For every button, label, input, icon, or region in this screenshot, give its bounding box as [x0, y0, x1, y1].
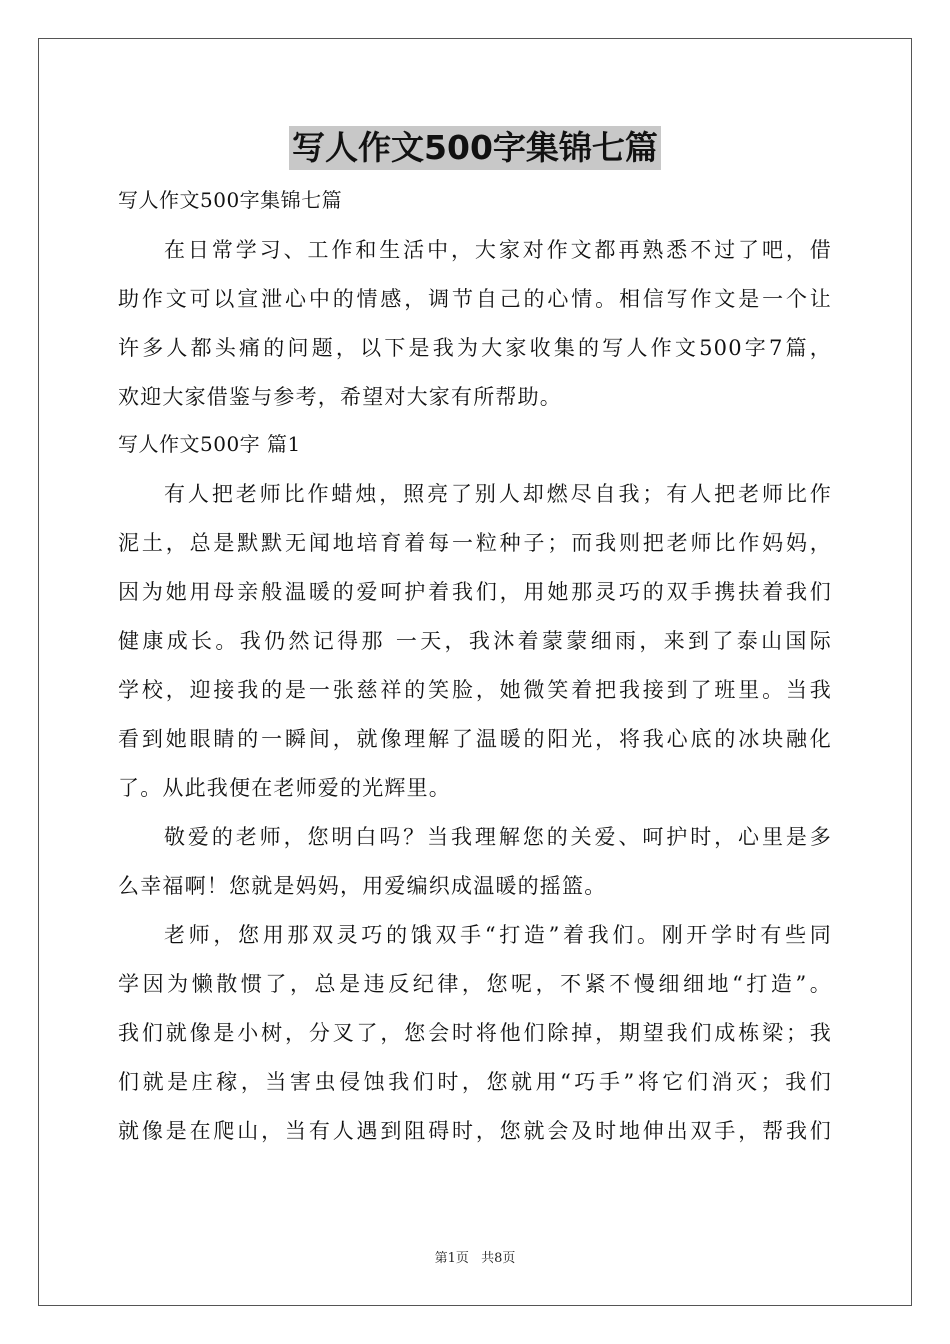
text-line: 了。从此我便在老师爱的光辉里。 — [118, 776, 451, 800]
text-line: 欢迎大家借鉴与参考，希望对大家有所帮助。 — [118, 385, 562, 409]
document-body — [118, 178, 832, 1156]
section-heading: 写人作文500字 篇1 — [118, 432, 301, 456]
intro-paragraph — [118, 226, 832, 422]
title-container — [0, 126, 950, 170]
section1-paragraph-2 — [118, 813, 832, 911]
text-line: 们就是庄稼，当害虫侵蚀我们时，您就用“巧手”将它们消灭；我们 — [118, 1070, 832, 1094]
text-line: 学因为懒散惯了，总是违反纪律，您呢，不紧不慢细细地“打造”。 — [118, 972, 832, 996]
text-line: 看到她眼睛的一瞬间，就像理解了温暖的阳光，将我心底的冰块融化 — [118, 727, 832, 751]
page-count: 共8页 — [481, 1251, 516, 1266]
text-line: 老师，您用那双灵巧的饿双手“打造”着我们。刚开学时有些同 — [164, 923, 832, 947]
text-line: 健康成长。我仍然记得那 一天，我沐着蒙蒙细雨，来到了泰山国际 — [118, 629, 832, 653]
section1-paragraph-1 — [118, 470, 832, 813]
page-footer — [0, 1247, 950, 1266]
text-line: 么幸福啊！您就是妈妈，用爱编织成温暖的摇篮。 — [118, 874, 607, 898]
text-line: 许多人都头痛的问题，以下是我为大家收集的写人作文500字7篇， — [118, 336, 832, 360]
text-line: 助作文可以宣泄心中的情感，调节自己的心情。相信写作文是一个让 — [118, 287, 832, 311]
document-title: 写人作文500字集锦七篇 — [289, 126, 661, 170]
text-line: 就像是在爬山，当有人遇到阻碍时，您就会及时地伸出双手，帮我们 — [118, 1119, 832, 1143]
document-subtitle: 写人作文500字集锦七篇 — [118, 188, 343, 212]
text-line: 因为她用母亲般温暖的爱呵护着我们，用她那灵巧的双手携扶着我们 — [118, 580, 832, 604]
text-line: 学校，迎接我的是一张慈祥的笑脸，她微笑着把我接到了班里。当我 — [118, 678, 832, 702]
text-line: 有人把老师比作蜡烛，照亮了别人却燃尽自我；有人把老师比作 — [164, 482, 832, 506]
text-line: 泥土，总是默默无闻地培育着每一粒种子；而我则把老师比作妈妈， — [118, 531, 832, 555]
text-line: 敬爱的老师，您明白吗？当我理解您的关爱、呵护时，心里是多 — [164, 825, 832, 849]
page-number: 第1页 — [434, 1251, 469, 1266]
text-line: 在日常学习、工作和生活中，大家对作文都再熟悉不过了吧，借 — [164, 238, 832, 262]
section1-paragraph-3 — [118, 911, 832, 1156]
text-line: 我们就像是小树，分叉了，您会时将他们除掉，期望我们成栋梁；我 — [118, 1021, 832, 1045]
